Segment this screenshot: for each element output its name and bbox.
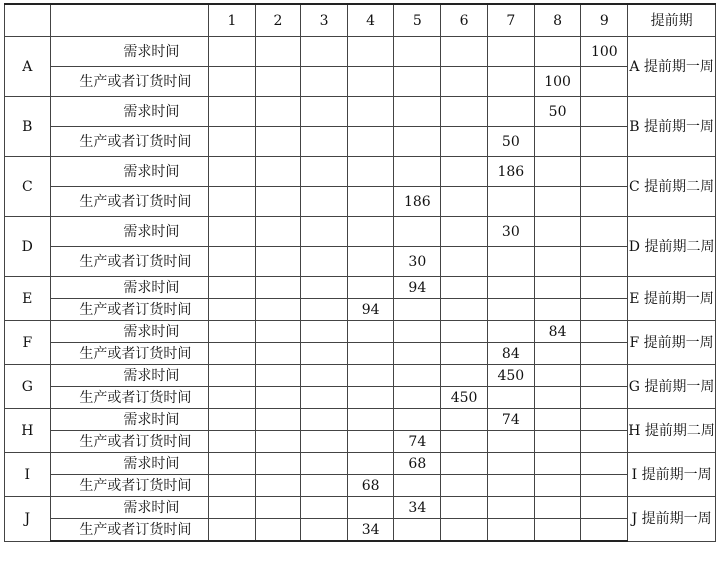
order-time-label: 生产或者订货时间 [50, 187, 209, 217]
order-cell-period-2 [255, 519, 301, 542]
order-cell-period-3 [301, 343, 348, 365]
order-cell-period-5 [394, 127, 441, 157]
order-cell-period-4 [347, 247, 394, 277]
order-cell-period-1 [209, 127, 256, 157]
demand-cell-period-8 [534, 409, 581, 431]
order-cell-period-8 [534, 475, 581, 497]
order-time-label: 生产或者订货时间 [50, 299, 209, 321]
order-cell-period-6 [441, 299, 488, 321]
table-row [5, 475, 716, 497]
demand-cell-period-6 [441, 321, 488, 343]
demand-cell-period-6 [441, 409, 488, 431]
demand-cell-period-2 [255, 37, 301, 67]
lead-time-cell: A 提前期一周 [628, 37, 716, 97]
demand-time-label: 需求时间 [50, 37, 209, 67]
period-header-5: 5 [394, 4, 441, 37]
lead-time-cell: I 提前期一周 [628, 453, 716, 497]
lead-time-cell: E 提前期一周 [628, 277, 716, 321]
order-cell-period-9 [581, 387, 628, 409]
item-code: D [5, 217, 51, 277]
order-cell-period-5 [394, 475, 441, 497]
table-row [5, 299, 716, 321]
demand-cell-period-6 [441, 97, 488, 127]
demand-cell-period-9 [581, 453, 628, 475]
order-cell-period-6: 450 [441, 387, 488, 409]
demand-cell-period-4 [347, 497, 394, 519]
order-cell-period-9 [581, 431, 628, 453]
demand-cell-period-5 [394, 217, 441, 247]
order-cell-period-9 [581, 247, 628, 277]
demand-cell-period-3 [301, 37, 348, 67]
order-cell-period-6 [441, 431, 488, 453]
demand-cell-period-4 [347, 97, 394, 127]
demand-time-label: 需求时间 [50, 157, 209, 187]
order-cell-period-3 [301, 299, 348, 321]
header-type-cell [50, 4, 209, 37]
demand-cell-period-7 [487, 277, 534, 299]
demand-cell-period-4 [347, 157, 394, 187]
demand-time-label: 需求时间 [50, 497, 209, 519]
order-cell-period-1 [209, 431, 256, 453]
demand-cell-period-7: 450 [487, 365, 534, 387]
order-cell-period-2 [255, 127, 301, 157]
demand-cell-period-7 [487, 37, 534, 67]
order-cell-period-3 [301, 475, 348, 497]
order-time-label: 生产或者订货时间 [50, 247, 209, 277]
order-cell-period-9 [581, 67, 628, 97]
order-cell-period-9 [581, 187, 628, 217]
demand-cell-period-4 [347, 321, 394, 343]
demand-cell-period-1 [209, 157, 256, 187]
lead-time-cell: G 提前期一周 [628, 365, 716, 409]
order-cell-period-8 [534, 127, 581, 157]
order-cell-period-2 [255, 343, 301, 365]
demand-cell-period-7 [487, 97, 534, 127]
demand-cell-period-9 [581, 217, 628, 247]
lead-time-cell: J 提前期一周 [628, 497, 716, 542]
order-cell-period-5 [394, 299, 441, 321]
lead-time-cell: F 提前期一周 [628, 321, 716, 365]
demand-cell-period-9: 100 [581, 37, 628, 67]
order-cell-period-3 [301, 187, 348, 217]
order-cell-period-7 [487, 187, 534, 217]
table-row [5, 321, 716, 343]
demand-cell-period-7: 30 [487, 217, 534, 247]
demand-cell-period-4 [347, 409, 394, 431]
table-row [5, 519, 716, 542]
table-row [5, 453, 716, 475]
order-cell-period-7 [487, 299, 534, 321]
demand-cell-period-1 [209, 453, 256, 475]
order-cell-period-1 [209, 67, 256, 97]
order-cell-period-8 [534, 519, 581, 542]
demand-cell-period-3 [301, 453, 348, 475]
header-row [5, 4, 716, 37]
demand-cell-period-4 [347, 277, 394, 299]
table-row [5, 97, 716, 127]
demand-cell-period-3 [301, 321, 348, 343]
demand-cell-period-3 [301, 97, 348, 127]
order-cell-period-2 [255, 247, 301, 277]
demand-cell-period-2 [255, 157, 301, 187]
order-cell-period-4 [347, 67, 394, 97]
order-cell-period-3 [301, 387, 348, 409]
order-cell-period-4 [347, 343, 394, 365]
period-header-8: 8 [534, 4, 581, 37]
demand-cell-period-5 [394, 157, 441, 187]
demand-cell-period-5 [394, 365, 441, 387]
order-cell-period-4: 68 [347, 475, 394, 497]
header-item-cell [5, 4, 51, 37]
order-cell-period-6 [441, 343, 488, 365]
demand-cell-period-3 [301, 365, 348, 387]
order-cell-period-8: 100 [534, 67, 581, 97]
order-cell-period-3 [301, 431, 348, 453]
demand-cell-period-1 [209, 37, 256, 67]
demand-cell-period-8 [534, 453, 581, 475]
order-cell-period-8 [534, 247, 581, 277]
demand-time-label: 需求时间 [50, 365, 209, 387]
demand-cell-period-2 [255, 409, 301, 431]
demand-cell-period-9 [581, 365, 628, 387]
order-time-label: 生产或者订货时间 [50, 475, 209, 497]
demand-cell-period-1 [209, 97, 256, 127]
demand-time-label: 需求时间 [50, 277, 209, 299]
demand-cell-period-6 [441, 37, 488, 67]
demand-cell-period-5 [394, 97, 441, 127]
demand-cell-period-5 [394, 321, 441, 343]
table-row [5, 157, 716, 187]
order-cell-period-9 [581, 475, 628, 497]
table-container [4, 3, 716, 542]
order-cell-period-3 [301, 519, 348, 542]
table-row [5, 247, 716, 277]
demand-cell-period-7: 74 [487, 409, 534, 431]
order-cell-period-8 [534, 343, 581, 365]
order-cell-period-3 [301, 247, 348, 277]
order-cell-period-9 [581, 343, 628, 365]
demand-cell-period-5 [394, 37, 441, 67]
demand-cell-period-9 [581, 321, 628, 343]
table-row [5, 127, 716, 157]
period-header-7: 7 [487, 4, 534, 37]
demand-cell-period-4 [347, 453, 394, 475]
order-cell-period-9 [581, 299, 628, 321]
item-code: H [5, 409, 51, 453]
demand-cell-period-6 [441, 497, 488, 519]
demand-cell-period-5: 34 [394, 497, 441, 519]
order-cell-period-1 [209, 343, 256, 365]
demand-cell-period-2 [255, 453, 301, 475]
order-cell-period-8 [534, 299, 581, 321]
order-cell-period-4 [347, 431, 394, 453]
order-cell-period-3 [301, 127, 348, 157]
order-cell-period-7: 84 [487, 343, 534, 365]
order-cell-period-7 [487, 475, 534, 497]
period-header-2: 2 [255, 4, 301, 37]
order-time-label: 生产或者订货时间 [50, 67, 209, 97]
demand-cell-period-6 [441, 217, 488, 247]
demand-cell-period-8 [534, 157, 581, 187]
demand-cell-period-8 [534, 277, 581, 299]
order-cell-period-1 [209, 247, 256, 277]
order-cell-period-9 [581, 519, 628, 542]
lead-time-header: 提前期 [628, 4, 716, 37]
order-cell-period-7 [487, 247, 534, 277]
demand-cell-period-2 [255, 277, 301, 299]
order-cell-period-2 [255, 187, 301, 217]
item-code: A [5, 37, 51, 97]
order-cell-period-4 [347, 187, 394, 217]
order-cell-period-6 [441, 187, 488, 217]
order-time-label: 生产或者订货时间 [50, 431, 209, 453]
table-row [5, 277, 716, 299]
order-cell-period-6 [441, 67, 488, 97]
table-row [5, 497, 716, 519]
order-cell-period-4: 94 [347, 299, 394, 321]
demand-cell-period-5: 68 [394, 453, 441, 475]
demand-cell-period-5 [394, 409, 441, 431]
lead-time-cell: D 提前期二周 [628, 217, 716, 277]
order-cell-period-7 [487, 519, 534, 542]
demand-cell-period-1 [209, 217, 256, 247]
order-cell-period-2 [255, 299, 301, 321]
order-cell-period-8 [534, 187, 581, 217]
demand-cell-period-6 [441, 365, 488, 387]
demand-cell-period-8: 84 [534, 321, 581, 343]
order-cell-period-6 [441, 475, 488, 497]
demand-cell-period-9 [581, 157, 628, 187]
order-cell-period-7 [487, 431, 534, 453]
demand-cell-period-9 [581, 97, 628, 127]
demand-cell-period-1 [209, 365, 256, 387]
demand-time-label: 需求时间 [50, 321, 209, 343]
demand-cell-period-3 [301, 409, 348, 431]
order-cell-period-5 [394, 343, 441, 365]
demand-cell-period-8 [534, 37, 581, 67]
order-cell-period-2 [255, 431, 301, 453]
demand-cell-period-6 [441, 157, 488, 187]
order-cell-period-1 [209, 299, 256, 321]
item-code: C [5, 157, 51, 217]
table-row [5, 37, 716, 67]
demand-time-label: 需求时间 [50, 453, 209, 475]
demand-cell-period-4 [347, 365, 394, 387]
order-cell-period-2 [255, 67, 301, 97]
order-cell-period-6 [441, 247, 488, 277]
order-cell-period-4: 34 [347, 519, 394, 542]
item-code: J [5, 497, 51, 542]
order-cell-period-7: 50 [487, 127, 534, 157]
order-time-label: 生产或者订货时间 [50, 387, 209, 409]
demand-time-label: 需求时间 [50, 409, 209, 431]
order-cell-period-7 [487, 387, 534, 409]
order-cell-period-2 [255, 387, 301, 409]
demand-cell-period-3 [301, 277, 348, 299]
demand-cell-period-2 [255, 97, 301, 127]
table-row [5, 343, 716, 365]
order-cell-period-4 [347, 387, 394, 409]
period-header-4: 4 [347, 4, 394, 37]
table-row [5, 387, 716, 409]
table-row [5, 187, 716, 217]
order-cell-period-6 [441, 127, 488, 157]
period-header-1: 1 [209, 4, 256, 37]
demand-cell-period-9 [581, 497, 628, 519]
demand-cell-period-6 [441, 277, 488, 299]
table-row [5, 431, 716, 453]
demand-cell-period-9 [581, 277, 628, 299]
item-code: I [5, 453, 51, 497]
demand-cell-period-7 [487, 453, 534, 475]
order-cell-period-1 [209, 387, 256, 409]
demand-cell-period-8: 50 [534, 97, 581, 127]
order-cell-period-5 [394, 387, 441, 409]
demand-cell-period-9 [581, 409, 628, 431]
demand-cell-period-3 [301, 157, 348, 187]
period-header-6: 6 [441, 4, 488, 37]
table-row [5, 409, 716, 431]
demand-cell-period-2 [255, 365, 301, 387]
lead-time-cell: C 提前期二周 [628, 157, 716, 217]
demand-cell-period-1 [209, 409, 256, 431]
order-cell-period-1 [209, 475, 256, 497]
order-cell-period-8 [534, 387, 581, 409]
order-cell-period-5: 74 [394, 431, 441, 453]
demand-cell-period-3 [301, 497, 348, 519]
item-code: G [5, 365, 51, 409]
demand-cell-period-7 [487, 497, 534, 519]
order-cell-period-6 [441, 519, 488, 542]
order-cell-period-1 [209, 519, 256, 542]
item-code: F [5, 321, 51, 365]
demand-cell-period-8 [534, 365, 581, 387]
table-row [5, 217, 716, 247]
demand-cell-period-6 [441, 453, 488, 475]
demand-cell-period-7: 186 [487, 157, 534, 187]
table-row [5, 67, 716, 97]
order-cell-period-5: 30 [394, 247, 441, 277]
order-time-label: 生产或者订货时间 [50, 343, 209, 365]
demand-cell-period-4 [347, 217, 394, 247]
demand-cell-period-8 [534, 217, 581, 247]
order-cell-period-2 [255, 475, 301, 497]
demand-cell-period-5: 94 [394, 277, 441, 299]
order-cell-period-5 [394, 519, 441, 542]
table-row [5, 365, 716, 387]
demand-cell-period-3 [301, 217, 348, 247]
mrp-table [4, 3, 716, 542]
order-cell-period-5 [394, 67, 441, 97]
order-cell-period-9 [581, 127, 628, 157]
order-time-label: 生产或者订货时间 [50, 127, 209, 157]
lead-time-cell: H 提前期二周 [628, 409, 716, 453]
demand-cell-period-1 [209, 497, 256, 519]
demand-time-label: 需求时间 [50, 217, 209, 247]
order-cell-period-8 [534, 431, 581, 453]
demand-cell-period-1 [209, 277, 256, 299]
order-cell-period-5: 186 [394, 187, 441, 217]
order-cell-period-4 [347, 127, 394, 157]
demand-cell-period-2 [255, 321, 301, 343]
demand-cell-period-4 [347, 37, 394, 67]
lead-time-cell: B 提前期一周 [628, 97, 716, 157]
demand-cell-period-2 [255, 217, 301, 247]
demand-cell-period-1 [209, 321, 256, 343]
order-cell-period-3 [301, 67, 348, 97]
demand-cell-period-7 [487, 321, 534, 343]
period-header-3: 3 [301, 4, 348, 37]
demand-cell-period-2 [255, 497, 301, 519]
order-time-label: 生产或者订货时间 [50, 519, 209, 542]
item-code: E [5, 277, 51, 321]
period-header-9: 9 [581, 4, 628, 37]
demand-cell-period-8 [534, 497, 581, 519]
order-cell-period-7 [487, 67, 534, 97]
item-code: B [5, 97, 51, 157]
order-cell-period-1 [209, 187, 256, 217]
demand-time-label: 需求时间 [50, 97, 209, 127]
